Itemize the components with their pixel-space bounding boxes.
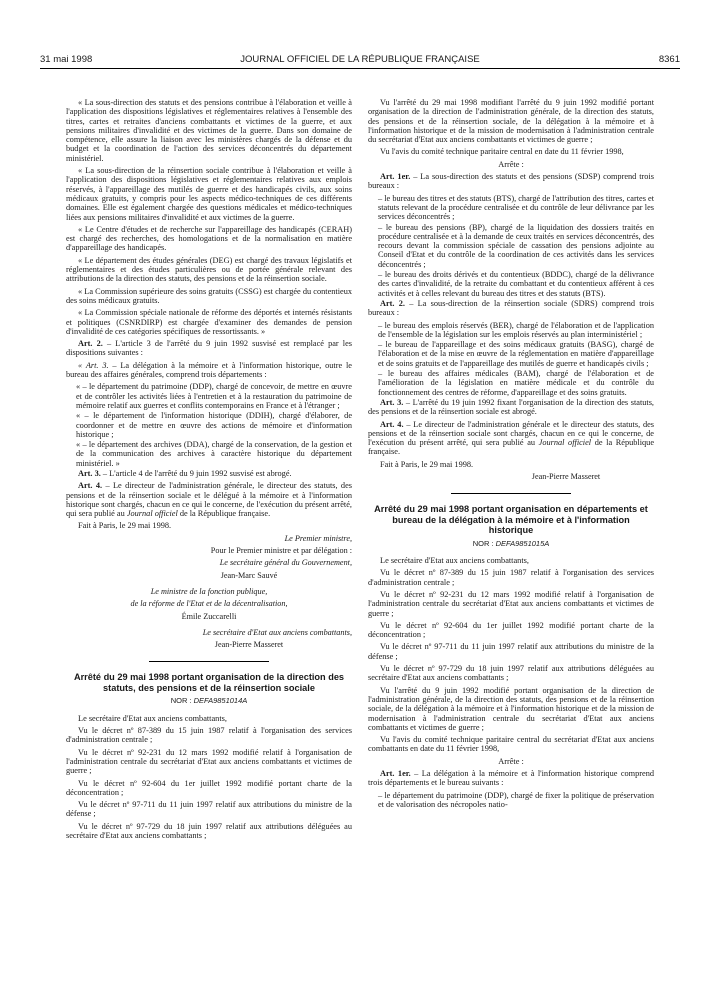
list-item: – le bureau de l'appareillage et des soins médicaux gratuits (BASG), chargé de l'élaboration et de la mise en œuvre de la réglementation en matière d'appareillage et de soins gratuits et de l'appareillage des mutilés de guerre et handicapés civils ; — [378, 340, 654, 368]
paragraph: Vu l'avis du comité technique paritaire central en date du 11 février 1998, — [380, 147, 624, 157]
signature-line: Pour le Premier ministre et par délégation : — [210, 546, 352, 556]
paragraph: Vu le décret nº 92-231 du 12 mars 1992 modifié relatif à l'organisation de l'administration centrale du secrétariat d'Etat aux anciens combattants et victimes de guerre ; — [368, 589, 654, 618]
paragraph: « La sous-direction des statuts et des pensions contribue à l'élaboration et veille à l'application des dispositions législatives et réglementaires relatives à l'ensemble des titres, cartes et retraites d'anciens combattants et victimes de la guerre, et aux pensions militaires d'invalidité et des victimes de la guerre. Dans son domaine de compétence, elle assure la liaison avec les ministères chargés de la défense et du budget et la coordination de l'action des services déconcentrés du département ministériel. — [66, 98, 352, 163]
article-3-quoted — [66, 361, 352, 380]
article-4 — [66, 481, 352, 518]
paragraph: « La Commission supérieure des soins gratuits (CSSG) est chargée du contentieux des soins médicaux gratuits. — [66, 286, 352, 305]
list-item: – le bureau des pensions (BP), chargé de la liquidation des dossiers traités en procédure centralisée et à la demande de ceux traités en services déconcentrés, des recours devant la commission spéciale de cassation des pensions adjointe au Conseil d'Etat et du contrôle de la coordination de ces activités dans les services déconcentrés ; — [378, 222, 654, 269]
paragraph: Le secrétaire d'Etat aux anciens combattants, — [380, 556, 529, 566]
right-column — [368, 98, 654, 810]
list-item: – le bureau des titres et des statuts (BTS), chargé de l'attribution des titres, cartes et statuts relevant de la procédure centralisée et du contrôle de leur délivrance par les services déconcentrés ; — [378, 193, 654, 222]
list-item: « – le département du patrimoine (DDP), chargé de concevoir, de mettre en œuvre et de contrôler les activités liées à l'entretien et à la restauration du patrimoine de mémoire relatif aux guerres et conflits contemporains en France et à l'étranger ; — [76, 382, 352, 410]
article-2 — [66, 339, 352, 358]
paragraph: Vu le décret nº 97-729 du 18 juin 1997 relatif aux attributions déléguées au secrétaire d'Etat aux anciens combattants ; — [368, 664, 654, 683]
article-1 — [368, 172, 654, 191]
paragraph: Vu le décret nº 97-729 du 18 juin 1997 relatif aux attributions déléguées au secrétaire d'Etat aux anciens combattants ; — [66, 821, 352, 840]
signature-title: Le ministre de la fonction publique, — [150, 586, 268, 596]
article-text: – La sous-direction de la réinsertion sociale (SDRS) comprend trois bureaux : — [368, 298, 654, 318]
journal-reference: Journal officiel — [538, 438, 592, 448]
nor-label: NOR : — [170, 696, 194, 706]
article-1 — [368, 769, 654, 788]
article-4 — [368, 420, 654, 457]
article-text-end: de la République française. — [177, 509, 271, 519]
arrete-heading: Arrête : — [498, 756, 524, 766]
article-text: – L'article 4 de l'arrêté du 9 juin 1992 susvisé est abrogé. — [100, 468, 292, 478]
arrete-title: Arrêté du 29 mai 1998 portant organisation en départements et bureau de la délégation à la mémoire et à l'information historique — [374, 504, 648, 536]
article-label: Art. 2. — [380, 298, 405, 308]
paragraph: « Le Centre d'études et de recherche sur l'appareillage des handicapés (CERAH) est chargé des recherches, des homologations et de la normalisation en matière d'appareillage des handicapés. — [66, 224, 352, 253]
article-text: – La délégation à la mémoire et à l'information historique, outre le bureau des affaires générales, comprend trois départements : — [66, 360, 352, 380]
list-item: – le bureau des affaires médicales (BAM), chargé de l'élaboration et de l'amélioration de la législation en matière médicale et du contrôle du fonctionnement des centres de réforme, d'appareillage et des soins gratuits. — [378, 369, 654, 397]
paragraph: Vu l'arrêté du 29 mai 1998 modifiant l'arrêté du 9 juin 1992 modifié portant organisation de la direction de l'administration générale, de la direction des statuts, des pensions et de la réinsertion sociale, de la délégation à la mémoire et à l'information historique et de la mission de modernisation à l'administration centrale du secrétariat d'Etat aux anciens combattants et victimes de guerre ; — [368, 98, 654, 145]
journal-reference: Journal officiel — [126, 509, 178, 519]
paragraph: Vu le décret nº 97-711 du 11 juin 1997 relatif aux attributions du ministre de la défense ; — [368, 642, 654, 661]
signature-name: Jean-Pierre Masseret — [531, 471, 601, 481]
section-divider — [149, 661, 269, 662]
fait-line: Fait à Paris, le 29 mai 1998. — [380, 459, 474, 469]
article-label: Art. 1er. — [380, 172, 411, 182]
paragraph: Vu le décret nº 87-389 du 15 juin 1987 relatif à l'organisation des services d'administration centrale ; — [66, 726, 352, 745]
nor-label: NOR : — [472, 538, 496, 548]
article-text: – La délégation à la mémoire et à l'information historique comprend trois départements et le bureau suivants : — [368, 769, 654, 788]
list-item: « – le département des archives (DDA), chargé de la conservation, de la gestion et de la communication des archives à caractère historique du département ministériel. » — [76, 440, 352, 468]
paragraph: Vu le décret nº 92-231 du 12 mars 1992 modifié relatif à l'organisation de l'administration centrale du secrétariat d'Etat aux anciens combattants et victimes de guerre ; — [66, 747, 352, 776]
nor-reference — [368, 539, 654, 548]
section-divider — [451, 493, 571, 494]
signature-title: Le Premier ministre, — [284, 533, 352, 543]
list-item: « – le département de l'information historique (DDIH), chargé d'élaborer, de coordonner et de mettre en œuvre des actions de mémoire et d'information historique ; — [76, 411, 352, 439]
article-text: – L'arrêté du 19 juin 1992 fixant l'organisation de la direction des statuts, des pensions et de la réinsertion sociale est abrogé. — [368, 397, 655, 417]
paragraph: Vu le décret nº 92-604 du 1er juillet 1992 modifié portant charte de la déconcentration ; — [368, 620, 654, 640]
paragraph: Vu l'avis du comité technique paritaire central du secrétariat d'Etat aux anciens combattants en date du 11 février 1998, — [368, 735, 654, 754]
list-item: – le bureau des emplois réservés (BER), chargé de l'élaboration et de l'application de l'ensemble de la législation sur les emplois réservés au plan interministériel ; — [378, 320, 654, 339]
paragraph: Le secrétaire d'Etat aux anciens combattants, — [78, 713, 227, 723]
paragraph: Vu le décret nº 92-604 du 1er juillet 1992 modifié portant charte de la déconcentration ; — [66, 778, 352, 797]
paragraph: Vu le décret nº 97-711 du 11 juin 1997 relatif aux attributions du ministre de la défense ; — [66, 800, 352, 819]
article-label: Art. 3. — [380, 397, 404, 407]
signature-name: Émile Zuccarelli — [181, 611, 237, 621]
arrete-title: Arrêté du 29 mai 1998 portant organisation de la direction des statuts, des pensions et de la réinsertion sociale — [73, 672, 345, 693]
paragraph: « Le département des études générales (DEG) est chargé des travaux législatifs et réglementaires et des études particulières ou de portée générale relevant des attributions de la direction des statuts, des pensions et de la réinsertion sociale. — [66, 255, 352, 284]
article-label: Art. 4. — [78, 481, 103, 491]
article-text: – Le directeur de l'administration générale et le directeur des statuts, des pensions et de la réinsertion sociale sont chargés, chacun en ce qui le concerne, de l'exécution du présent arrêté, qui sera publié au — [368, 419, 655, 448]
article-text: – L'article 3 de l'arrêté du 9 juin 1992 susvisé est remplacé par les dispositions suivantes : — [66, 339, 352, 358]
paragraph: « La Commission spéciale nationale de réforme des déportés et internés résistants et politiques (CSNRDIRP) est chargée d'examiner des demandes de pension d'invalidité de ces catégories spécifiques de ressortissants. » — [66, 308, 352, 336]
article-text: – Le directeur de l'administration générale, le directeur des statuts, des pensions et de la réinsertion sociale et le délégué à la mémoire et à l'information historique sont chargés, chacun en ce qui le concerne, de l'exécution du présent arrêté, qui sera publié au — [66, 481, 352, 519]
article-3 — [66, 469, 352, 478]
article-3 — [368, 398, 654, 417]
article-label: « Art. 3. — [78, 360, 109, 370]
paragraph: Vu l'arrêté du 9 juin 1992 modifié portant organisation de la direction de l'administration générale, de la direction des statuts, des pensions et de la réinsertion sociale, de la délégation à la mémoire et à l'information historique et de la mission de modernisation à l'administration centrale du secrétariat d'Etat aux anciens combattants et victimes de guerre ; — [368, 685, 654, 732]
list-item: – le département du patrimoine (DDP), chargé de fixer la politique de préservation et de valorisation des nécropoles natio- — [378, 790, 654, 809]
article-label: Art. 3. — [78, 468, 101, 478]
article-label: Art. 1er. — [380, 769, 411, 779]
article-text-end: de la République française. — [368, 438, 654, 457]
page-header — [40, 52, 680, 69]
nor-code: DEFA9851014A — [193, 696, 248, 706]
journal-title: JOURNAL OFFICIEL DE LA RÉPUBLIQUE FRANÇAISE — [240, 54, 480, 65]
nor-reference — [66, 696, 352, 705]
signature-line: de la réforme de l'Etat et de la décentralisation, — [130, 599, 288, 609]
signature-line: Le secrétaire général du Gouvernement, — [219, 558, 352, 568]
article-text: – La sous-direction des statuts et des pensions (SDSP) comprend trois bureaux : — [368, 172, 654, 191]
header-date: 31 mai 1998 — [40, 54, 93, 65]
arrete-heading: Arrête : — [498, 159, 524, 169]
article-2 — [368, 299, 654, 318]
article-label: Art. 2. — [78, 339, 103, 349]
signature-title: Le secrétaire d'Etat aux anciens combattants, — [202, 627, 352, 637]
paragraph: « La sous-direction de la réinsertion sociale contribue à l'élaboration et veille à l'application des dispositions législatives et réglementaires relatives aux emplois réservés, à l'appareillage des mutilés de guerre et des handicapés civils, aux soins médicaux gratuits, y compris pour les aspects médico-techniques de ces différents domaines. Elle est également chargée des questions médicales et médico-techniques liées aux pensions militaires d'invalidité et aux victimes de la guerre. — [66, 166, 352, 222]
left-column — [66, 98, 352, 843]
nor-code: DEFA9851015A — [495, 538, 550, 548]
fait-line: Fait à Paris, le 29 mai 1998. — [78, 521, 172, 531]
article-label: Art. 4. — [380, 419, 404, 429]
paragraph: Vu le décret nº 87-389 du 15 juin 1987 relatif à l'organisation des services d'administration centrale ; — [368, 568, 654, 587]
list-item: – le bureau des droits dérivés et du contentieux (BDDC), chargé de la délivrance des cartes d'invalidité, de la retraite du combattant et du contentieux afférent à ces activités et à celles relevant du bureau des titres et des statuts (BTS). — [378, 270, 654, 298]
page-number: 8361 — [658, 54, 680, 65]
signature-name: Jean-Marc Sauvé — [220, 570, 278, 580]
signature-name: Jean-Pierre Masseret — [214, 640, 284, 650]
